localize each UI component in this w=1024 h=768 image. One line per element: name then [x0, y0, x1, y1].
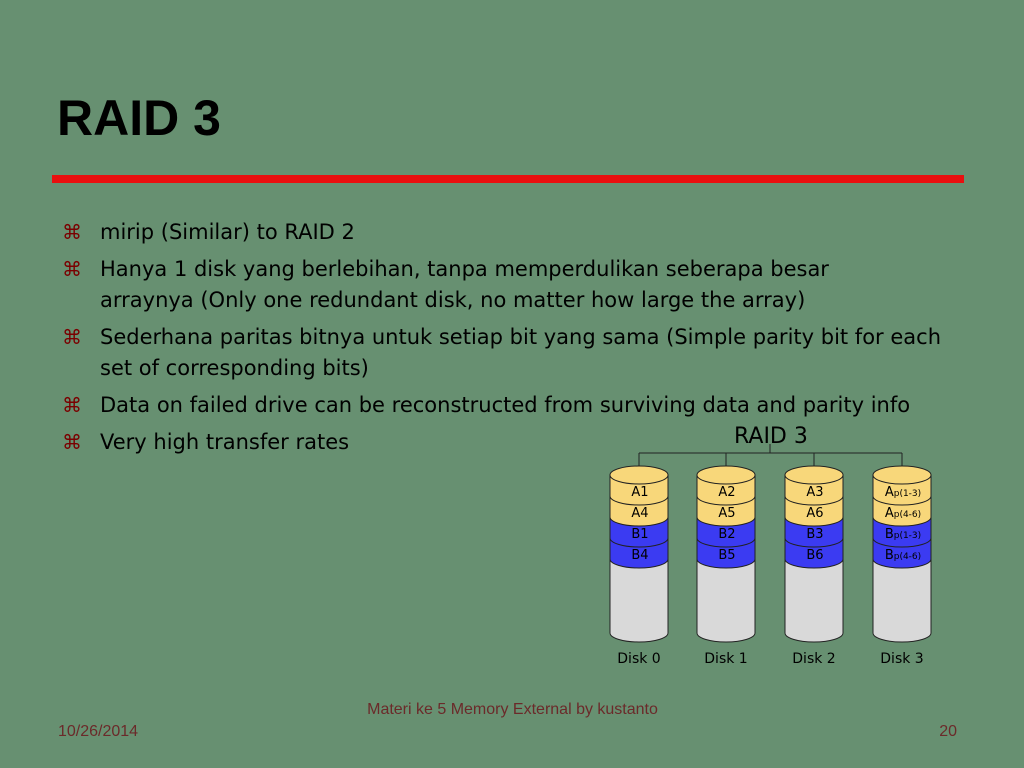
- disk-top-cap: [785, 466, 843, 484]
- bullet-text: Sederhana paritas bitnya untuk setiap bit yang sama (Simple parity bit for each set of corresponding bits): [100, 325, 942, 380]
- block-label-main: B5: [718, 548, 736, 563]
- block-label-main: B2: [718, 527, 736, 542]
- bullet-text: Very high transfer rates: [100, 430, 350, 454]
- disk-block-label: [785, 548, 845, 564]
- slide-title: RAID 3: [57, 90, 221, 146]
- disk-block-label: [873, 527, 933, 544]
- bullet-text: Hanya 1 disk yang berlebihan, tanpa memperdulikan seberapa besar arraynya (Only one redundant disk, no matter how large the array): [100, 257, 829, 312]
- disk-label: Disk 0: [617, 651, 661, 667]
- footer-caption: Materi ke 5 Memory External by kustanto: [367, 701, 658, 718]
- disk-label: Disk 2: [792, 651, 836, 667]
- bullet-item: [60, 322, 960, 384]
- bullet-item: [60, 390, 960, 421]
- block-label-sub: p(1-3): [893, 489, 922, 499]
- disk-block-label: [610, 527, 670, 543]
- disk-label: Disk 1: [704, 651, 748, 667]
- disk-block-label: [873, 485, 933, 502]
- title-divider: [52, 175, 964, 183]
- footer-date: 10/26/2014: [58, 723, 139, 740]
- block-label-main: B3: [806, 527, 824, 542]
- disk-label: Disk 3: [880, 651, 924, 667]
- disk-block-label: [610, 506, 670, 522]
- disk-body: [785, 559, 843, 642]
- disk-block-label: [785, 506, 845, 522]
- disk-block-label: [697, 485, 757, 501]
- disk-block-label: [697, 527, 757, 543]
- disk-block-label: [873, 548, 933, 565]
- block-label-main: B: [884, 527, 894, 542]
- disk-top-cap: [873, 466, 931, 484]
- block-label-main: A5: [718, 506, 736, 521]
- command-key-icon: ⌘: [62, 430, 82, 454]
- block-label-sub: p(1-3): [893, 531, 922, 541]
- disk-block-label: [697, 506, 757, 522]
- disk-block-label: [697, 548, 757, 564]
- disk-block-label: [873, 506, 933, 523]
- block-label-main: A2: [718, 485, 736, 500]
- disk-body: [610, 559, 668, 642]
- disk-body: [697, 559, 755, 642]
- block-label-main: A4: [631, 506, 649, 521]
- block-label-main: A: [884, 506, 894, 521]
- raid3-diagram: [600, 420, 950, 670]
- block-label-main: B4: [631, 548, 649, 563]
- command-key-icon: ⌘: [62, 220, 82, 244]
- disk-top-cap: [697, 466, 755, 484]
- command-key-icon: ⌘: [62, 325, 82, 349]
- disk-block-label: [610, 548, 670, 564]
- bullet-item: [60, 217, 960, 248]
- bullet-item: [60, 254, 960, 316]
- command-key-icon: ⌘: [62, 257, 82, 281]
- disk-block-label: [610, 485, 670, 501]
- disk-block-label: [785, 485, 845, 501]
- disk-block-label: [785, 527, 845, 543]
- block-label-main: B1: [631, 527, 649, 542]
- bullet-text: mirip (Similar) to RAID 2: [100, 220, 355, 244]
- block-label-main: B6: [806, 548, 824, 563]
- disk-body: [873, 559, 931, 642]
- block-label-sub: p(4-6): [893, 552, 922, 562]
- raid-diagram-title: RAID 3: [734, 424, 808, 449]
- command-key-icon: ⌘: [62, 393, 82, 417]
- block-label-main: A: [884, 485, 894, 500]
- page-number: 20: [939, 723, 957, 740]
- block-label-main: A3: [806, 485, 824, 500]
- block-label-main: B: [884, 548, 894, 563]
- block-label-main: A1: [631, 485, 649, 500]
- disk-top-cap: [610, 466, 668, 484]
- bullet-text: Data on failed drive can be reconstructed from surviving data and parity info: [100, 393, 911, 417]
- block-label-sub: p(4-6): [893, 510, 922, 520]
- block-label-main: A6: [806, 506, 824, 521]
- raid3-diagram-graphic: [600, 420, 950, 670]
